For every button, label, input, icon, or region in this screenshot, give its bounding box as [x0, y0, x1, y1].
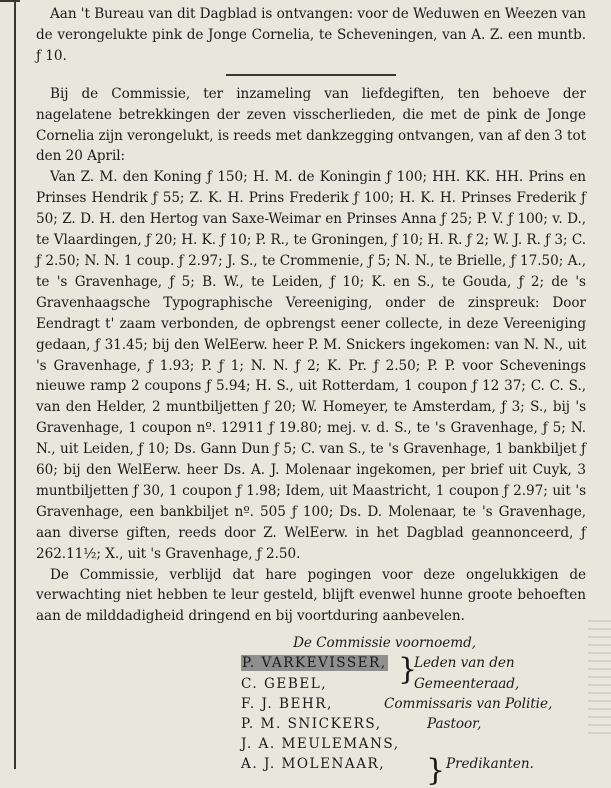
text-column [36, 4, 586, 788]
donation-list: Van Z. M. den Koning ƒ 150; H. M. de Koningin ƒ 100; HH. KK. HH. Prins en Prinses Hendrik ƒ 55; Z. K. H. Prins Frederik ƒ 100; H. K. H. Prinses Frederik ƒ 50; Z. D. H. den Hertog van Saxe-Weimar en Prinses Anna ƒ 25; P. V. ƒ 100; v. D., te Vlaardingen, ƒ 20; H. K. ƒ 10; P. R., te Groningen, ƒ 10; H. R. ƒ 2; W. J. R. ƒ 3; C. ƒ 2.50; N. N. 1 coup. ƒ 2.97; J. S., te Crommenie, ƒ 5; N. N., te Brielle, ƒ 17.50; A., te 's Gravenhage, ƒ 5; B. W., te Leiden, ƒ 10; K. en S., te Gouda, ƒ 2; de 's Gravenhaagsche Typographische Vereeniging, onder de zinspreuk: Door Eendragt t' zaam verbonden, de opbrengst eener collecte, in deze Vereeniging gedaan, ƒ 31.45; bij den WelEerw. heer P. M. Snickers ingekomen: van N. N., uit 's Gravenhage, ƒ 1.93; P. ƒ 1; N. N. ƒ 2; K. Pr. ƒ 2.50; P. P. voor Schevenings nieuwe ramp 2 coupons ƒ 5.94; H. S., uit Rotterdam, 1 coupon ƒ 12 37; C. C. S., van den Helder, 2 muntbiljetten ƒ 20; W. Homeyer, te Amsterdam, ƒ 3; S., bij 's Gravenhage, 1 coupon nº. 12911 ƒ 19.80; mej. v. d. S., te 's Gravenhage, ƒ 5; N. N., uit Leiden, ƒ 10; Ds. Gann Dun ƒ 5; C. van S., te 's Gravenhage, 1 bankbiljet ƒ 60; bij den WelEerw. heer Ds. A. J. Molenaar ingekomen, per brief uit Cuyk, 3 muntbiljetten ƒ 30, 1 coupon ƒ 1.98; Idem, uit Maastricht, 1 coupon ƒ 2.97; uit 's Gravenhage, een bankbiljet nº. 505 ƒ 100; Ds. D. Molenaar, te 's Gravenhage, aan diverse giften, reeds door Z. WelEerw. in het Dagblad geannonceerd, ƒ 262.11½; X., uit 's Gravenhage, ƒ 2.50. [36, 169, 586, 562]
signature-intro: De Commissie voornoemd, [293, 635, 476, 652]
signatory-role: Predikanten. [446, 756, 534, 773]
signatory-name: J. A. MEULEMANS, [241, 736, 400, 753]
signatory-role: Commissaris van Politie, [384, 695, 553, 712]
signatory-name: C. GEBEL, [241, 675, 328, 692]
signatory-name: F. J. BEHR, [241, 695, 333, 712]
adjacent-column-edge [588, 620, 611, 740]
commission-intro: Bij de Commissie, ter inzameling van liefdegiften, ten behoeve der nagelatene betrekkingen der zeven visscherlieden, die met de pink de Jonge Cornelia zijn verongelukt, is reeds met dankzegging ontvangen, van af den 3 tot den 20 April: [36, 85, 586, 165]
signature-row [36, 653, 586, 673]
brace-icon: } [398, 652, 418, 688]
signature-row [36, 674, 586, 694]
brace-icon: } [426, 753, 446, 788]
signatory-role: Gemeenteraad, [414, 675, 520, 692]
column-rule [14, 0, 16, 769]
signature-row [36, 734, 586, 754]
signatory-name: P. VARKEVISSER, [242, 655, 387, 672]
signatory-role: Leden van den [414, 655, 515, 672]
signature-row [36, 694, 586, 714]
bureau-notice: Aan 't Bureau van dit Dagblad is ontvangen: voor de Weduwen en Weezen van de verongelukte pink de Jonge Cornelia, te Scheveningen, van A. Z. een muntb. ƒ 10. [36, 6, 586, 64]
signature-row [36, 754, 586, 774]
signatory-name: P. M. SNICKERS, [241, 716, 382, 733]
signature-block [36, 633, 586, 788]
section-separator [226, 74, 396, 76]
top-rule [0, 0, 20, 2]
signatory-name: A. J. MOLENAAR, [241, 756, 386, 773]
signature-row [36, 714, 586, 734]
commission-closing: De Commissie, verblijd dat hare pogingen voor deze ongelukkigen de verwachting niet hebben te leur gesteld, blijft evenwel hunne groote behoeften aan de milddadigheid dringend en bij voortduring aanbevelen. [36, 566, 586, 625]
signatory-role: Pastoor, [427, 716, 482, 733]
